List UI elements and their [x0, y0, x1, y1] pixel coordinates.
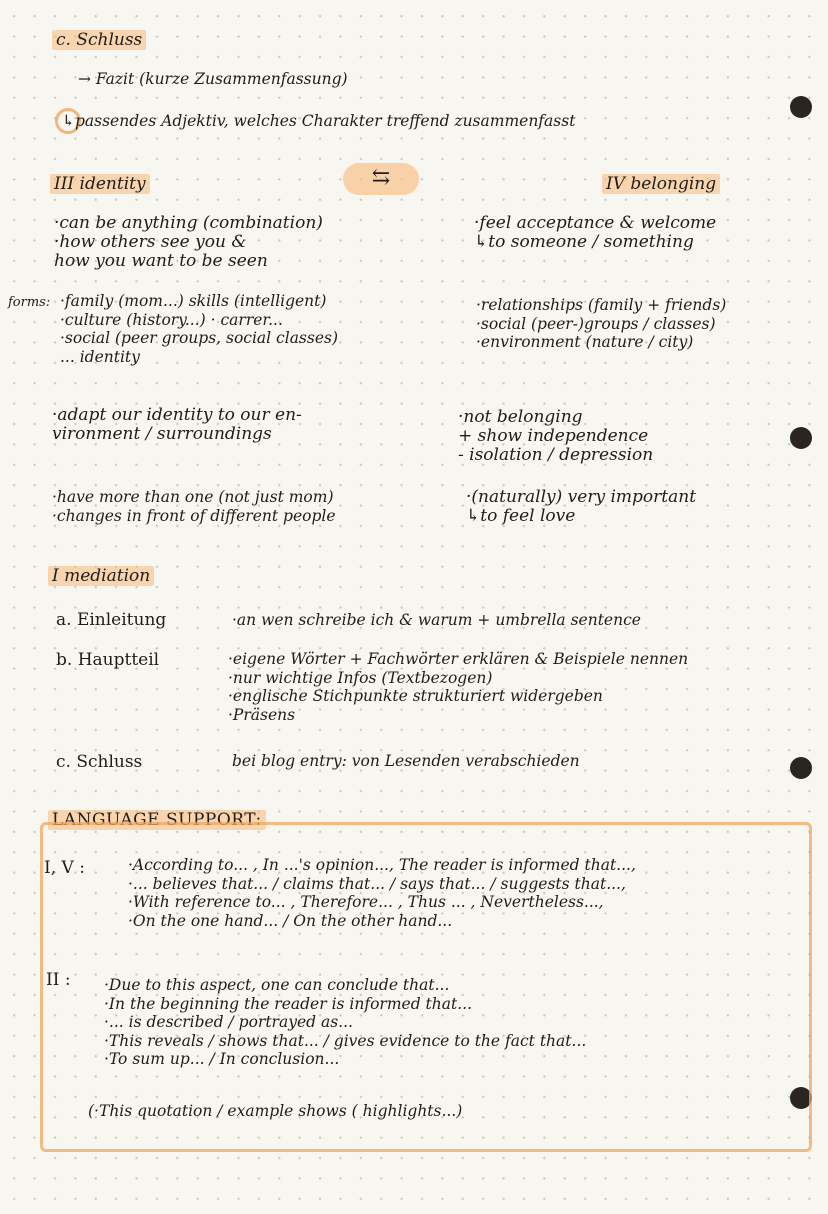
binder-hole [790, 757, 812, 779]
group1-label: I, V : [44, 858, 85, 878]
group2-extra: (·This quotation / example shows ( highlights...) [88, 1102, 463, 1120]
rel-line: ·social (peer-)groups / classes) [476, 314, 716, 333]
belonging-natural [466, 488, 696, 526]
group2-label: II : [46, 970, 71, 990]
belonging-heading: IV belonging [602, 174, 720, 194]
hauptteil-line: ·Präsens [228, 705, 296, 724]
mediation-text-c: bei blog entry: von Lesenden verabschieden [232, 752, 580, 770]
rel-line: ·relationships (family + friends) [476, 296, 727, 314]
not-line: ·not belonging [458, 407, 583, 427]
group2-phrases [104, 976, 586, 1069]
phrase-line: ·According to... , In ...'s opinion..., The reader is informed that..., [128, 856, 636, 874]
identity-more [52, 488, 336, 525]
mediation-label-a: a. Einleitung [56, 610, 167, 630]
forms-line: ·culture (history...) · carrer... [60, 310, 283, 329]
phrase-line: ·... believes that... / claims that... / says that... / suggests that..., [128, 874, 626, 893]
forms-label: forms: [8, 295, 51, 310]
nat-line: ↳to feel love [466, 506, 576, 526]
group1-phrases [128, 856, 636, 930]
hauptteil-line: ·englische Stichpunkte strukturiert widergeben [228, 687, 603, 705]
identity-def-line: ·can be anything (combination) [54, 213, 323, 233]
swap-arrows-icon: ⇆ [343, 163, 419, 195]
adjektiv-line: ↳passendes Adjektiv, welches Charakter treffend zusammenfasst [62, 112, 576, 130]
mediation-text-b [228, 650, 688, 724]
mediation-label-c: c. Schluss [56, 752, 143, 772]
identity-heading: III identity [50, 174, 150, 194]
binder-hole [790, 427, 812, 449]
phrase-line: ·With reference to... , Therefore... , Thus ... , Nevertheless..., [128, 893, 604, 911]
belonging-relationships [476, 296, 726, 352]
phrase-line: ·In the beginning the reader is informed that... [104, 994, 473, 1013]
binder-hole [790, 96, 812, 118]
adapt-line: ·adapt our identity to our en- [52, 405, 302, 425]
not-line: - isolation / depression [458, 445, 654, 465]
mediation-heading: I mediation [48, 566, 154, 586]
rel-line: ·environment (nature / city) [476, 333, 694, 351]
phrase-line: ·... is described / portrayed as... [104, 1013, 353, 1031]
hauptteil-line: ·eigene Wörter + Fachwörter erklären & Beispiele nennen [228, 650, 689, 668]
language-support-heading: LANGUAGE SUPPORT: [48, 810, 266, 830]
phrase-line: ·On the one hand... / On the other hand... [128, 911, 453, 930]
phrase-line: ·To sum up... / In conclusion... [104, 1050, 340, 1068]
phrase-line: ·This reveals / shows that... / gives evidence to the fact that... [104, 1031, 587, 1050]
hauptteil-line: ·nur wichtige Infos (Textbezogen) [228, 668, 493, 687]
identity-def-line: ·how others see you & [54, 232, 247, 252]
schluss-heading: c. Schluss [52, 30, 146, 50]
belonging-not [458, 408, 653, 465]
mediation-label-b: b. Hauptteil [56, 650, 160, 670]
not-line: + show independence [458, 426, 649, 446]
nat-line: ·(naturally) very important [466, 487, 697, 507]
belonging-feel [474, 214, 716, 252]
identity-def-line: how you want to be seen [54, 251, 268, 271]
forms-line: ... identity [60, 347, 140, 366]
feel-line: ·feel acceptance & welcome [474, 213, 717, 233]
more-line: ·have more than one (not just mom) [52, 488, 334, 506]
identity-definition [54, 214, 323, 271]
identity-adapt [52, 406, 302, 444]
adapt-line: vironment / surroundings [52, 424, 272, 444]
fazit-line: → Fazit (kurze Zusammenfassung) [78, 70, 348, 88]
mediation-text-a: ·an wen schreibe ich & warum + umbrella sentence [232, 611, 641, 629]
identity-forms [60, 292, 338, 366]
phrase-line: ·Due to this aspect, one can conclude that... [104, 976, 450, 994]
forms-line: ·social (peer groups, social classes) [60, 329, 339, 347]
more-line: ·changes in front of different people [52, 506, 336, 525]
forms-line: ·family (mom...) skills (intelligent) [60, 292, 327, 310]
feel-line: ↳to someone / something [474, 232, 694, 252]
